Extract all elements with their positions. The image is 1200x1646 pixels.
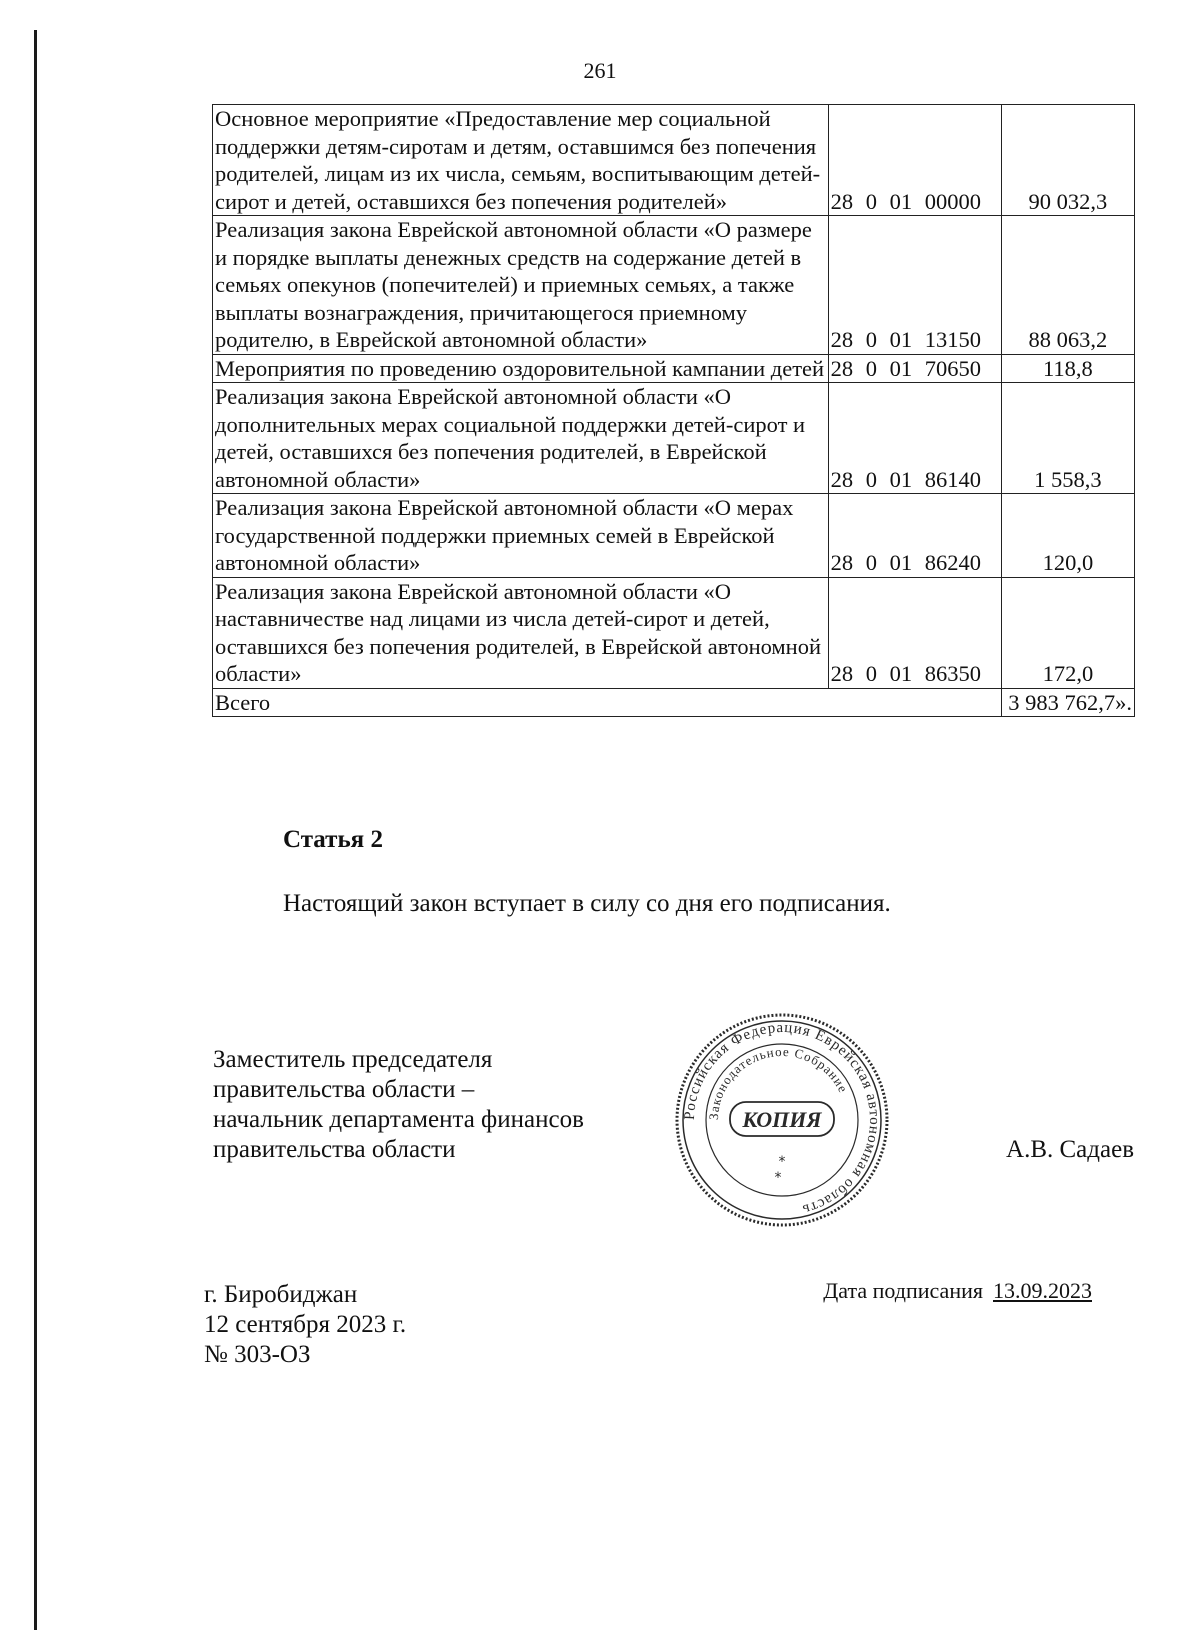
row-name: Основное мероприятие «Предоставление мер социальной поддержки детям-сиротам и детям, оставшимся без попечения родителей, лицам из их числа, семьям, воспитывающим детей-сирот и детей, оставшихся без попечения родителей» xyxy=(213,105,829,216)
law-number: № 303-ОЗ xyxy=(204,1341,311,1368)
row-amount: 90 032,3 xyxy=(1001,105,1134,216)
position-line: правительства области xyxy=(213,1136,456,1163)
seal-center-text: КОПИЯ xyxy=(742,1107,822,1132)
signing-date-label: Дата подписания xyxy=(823,1278,983,1303)
issue-details xyxy=(204,1280,406,1370)
row-code: 28 0 01 13150 xyxy=(828,216,1001,355)
table-row xyxy=(213,105,1135,216)
row-code: 28 0 01 86140 xyxy=(828,383,1001,494)
row-code: 28 0 01 00000 xyxy=(828,105,1001,216)
table-row xyxy=(213,216,1135,355)
table-row xyxy=(213,354,1135,383)
page-number: 261 xyxy=(583,58,617,83)
row-amount: 1 558,3 xyxy=(1001,383,1134,494)
signer-name: А.В. Садаев xyxy=(1006,1136,1134,1163)
position-line: начальник департамента финансов xyxy=(213,1106,584,1133)
total-label: Всего xyxy=(213,688,1002,717)
seal-star-icon: * xyxy=(778,1154,786,1170)
row-amount: 88 063,2 xyxy=(1001,216,1134,355)
official-seal xyxy=(672,1010,892,1230)
budget-table xyxy=(212,104,1135,717)
position-line: правительства области – xyxy=(213,1076,475,1103)
row-name: Реализация закона Еврейской автономной области «О размере и порядке выплаты денежных средств на содержание детей в семьях опекунов (попечителей) и приемных семьях, а также выплаты вознаграждения, причитающегося приемному родителю, в Еврейской автономной области» xyxy=(213,216,829,355)
total-amount: 3 983 762,7». xyxy=(1001,688,1134,717)
article-title: Статья 2 xyxy=(283,826,383,853)
signing-date-value: 13.09.2023 xyxy=(993,1278,1092,1303)
table-row xyxy=(213,383,1135,494)
page-margin-line xyxy=(34,30,37,1630)
row-name: Мероприятия по проведению оздоровительной кампании детей xyxy=(213,354,829,383)
row-name: Реализация закона Еврейской автономной области «О мерах государственной поддержки приемных семей в Еврейской автономной области» xyxy=(213,494,829,578)
row-amount: 172,0 xyxy=(1001,577,1134,688)
seal-outer-text: Российская Федерация Еврейская автономная область xyxy=(681,1019,883,1218)
seal-star-icon: * xyxy=(774,1170,782,1186)
table-total-row xyxy=(213,688,1135,717)
row-code: 28 0 01 86350 xyxy=(828,577,1001,688)
row-name: Реализация закона Еврейской автономной области «О наставничестве над лицами из числа детей-сирот и детей, оставшихся без попечения родителей, в Еврейской автономной области» xyxy=(213,577,829,688)
seal-inner-text: Законодательное Собрание xyxy=(705,1043,852,1121)
row-name: Реализация закона Еврейской автономной области «О дополнительных мерах социальной поддержки детей-сирот и детей, оставшихся без попечения родителей, в Еврейской автономной области» xyxy=(213,383,829,494)
issue-date: 12 сентября 2023 г. xyxy=(204,1311,407,1338)
issue-city: г. Биробиджан xyxy=(204,1281,358,1308)
row-amount: 120,0 xyxy=(1001,494,1134,578)
position-line: Заместитель председателя xyxy=(213,1046,493,1073)
row-amount: 118,8 xyxy=(1001,354,1134,383)
article-text: Настоящий закон вступает в силу со дня его подписания. xyxy=(283,890,891,917)
table-row xyxy=(213,494,1135,578)
signing-date xyxy=(823,1278,1092,1304)
table-row xyxy=(213,577,1135,688)
row-code: 28 0 01 70650 xyxy=(828,354,1001,383)
signer-position xyxy=(213,1045,633,1165)
row-code: 28 0 01 86240 xyxy=(828,494,1001,578)
